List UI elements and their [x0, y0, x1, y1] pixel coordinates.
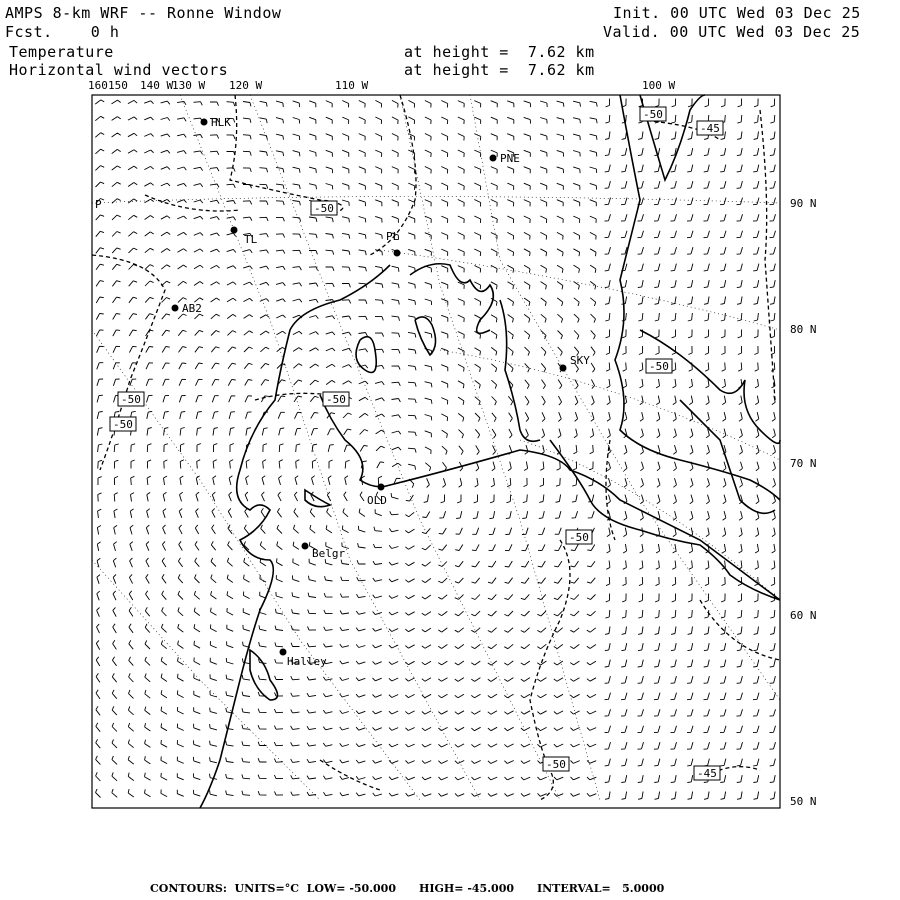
lon-label-160: 160: [88, 79, 108, 92]
graticule: [92, 95, 780, 800]
ice-shelf-edge: [200, 265, 390, 808]
field-wind-vectors: Horizontal wind vectors: [9, 61, 229, 79]
contour-label: -45: [697, 767, 717, 780]
contour-label: -50: [326, 393, 346, 406]
contour-info-footer: CONTOURS: UNITS=°C LOW= -50.000 HIGH= -45.000 INTERVAL= 5.0000: [150, 882, 665, 895]
lon-label-130w: 130 W: [172, 79, 206, 92]
station-label-ab2: AB2: [182, 302, 202, 315]
station-dot-ab2: [172, 305, 179, 312]
station-label-sky: SKY: [570, 354, 590, 367]
lon-label-100w: 100 W: [642, 79, 676, 92]
temperature-contours: [92, 95, 780, 800]
lat-label-70n: 70 N: [790, 457, 817, 470]
lat-label-60n: 60 N: [790, 609, 817, 622]
plot-title: AMPS 8-km WRF -- Ronne Window: [5, 4, 282, 22]
lat-label-90n: 90 N: [790, 197, 817, 210]
field-temperature-level: at height = 7.62 km: [404, 43, 595, 61]
contour-line: [700, 600, 780, 660]
meridian-line: [92, 560, 320, 800]
parallel-line: [380, 250, 780, 330]
contour-label: -50: [643, 108, 663, 121]
lat-label-80n: 80 N: [790, 323, 817, 336]
valid-time: Valid. 00 UTC Wed 03 Dec 25: [603, 23, 861, 41]
contour-value-labels: [110, 107, 723, 780]
station-dot-hlk: [201, 119, 208, 126]
station-dot-pl: [394, 250, 401, 257]
wind-barbs: [95, 99, 775, 800]
station-label-halley: Halley: [287, 655, 327, 668]
station-label-pne: PNE: [500, 152, 520, 165]
station-dot-old: [378, 484, 385, 491]
lon-label-140w: 140 W: [140, 79, 174, 92]
contour-line: [320, 760, 380, 790]
coast-line: [305, 490, 330, 507]
coast-line: [250, 650, 278, 700]
lon-label-110w: 110 W: [335, 79, 369, 92]
ice-shelf-edge: [550, 440, 780, 600]
contour-label: -50: [569, 531, 589, 544]
station-label-hlk: HLK: [211, 116, 231, 129]
station-dot-belgr: [302, 543, 309, 550]
forecast-hour: Fcst. 0 h: [5, 23, 120, 41]
station-markers: [172, 116, 591, 668]
wind-barb-field: [95, 99, 775, 800]
contour-label: -45: [700, 122, 720, 135]
meridian-line: [400, 95, 600, 800]
ice-shelf-edge: [410, 264, 493, 334]
field-wind-level: at height = 7.62 km: [404, 61, 595, 79]
ice-shelf-edge: [320, 395, 780, 600]
contour-label: -50: [121, 393, 141, 406]
pole-marker: P: [95, 198, 102, 211]
contour-label: -50: [314, 202, 334, 215]
contour-label: -50: [649, 360, 669, 373]
contour-line: [255, 393, 330, 400]
contour-line: [230, 95, 343, 215]
lon-label-150: 150: [108, 79, 128, 92]
meridian-line: [470, 95, 780, 700]
station-label-old: OLD: [367, 494, 387, 507]
station-label-belgr: Belgr: [312, 547, 346, 560]
lat-label-50n: 50 N: [790, 795, 817, 808]
field-temperature: Temperature: [9, 43, 114, 61]
contour-label: -50: [113, 418, 133, 431]
lon-label-120w: 120 W: [229, 79, 263, 92]
parallel-line: [92, 197, 780, 204]
station-dot-pne: [490, 155, 497, 162]
coast-line: [680, 400, 775, 513]
coast-line: [640, 330, 780, 443]
station-dot-tl: [231, 227, 238, 234]
coast-line: [615, 95, 780, 500]
ice-shelf-edge: [415, 317, 436, 355]
station-dot-halley: [280, 649, 287, 656]
contour-label: -50: [546, 758, 566, 771]
ice-shelf-edge: [500, 300, 540, 441]
station-dot-sky: [560, 365, 567, 372]
contour-line: [760, 110, 775, 400]
station-label-tl: TL: [244, 233, 258, 246]
contour-line: [145, 195, 240, 211]
init-time: Init. 00 UTC Wed 03 Dec 25: [613, 4, 861, 22]
station-label-pl: PL: [386, 230, 400, 243]
